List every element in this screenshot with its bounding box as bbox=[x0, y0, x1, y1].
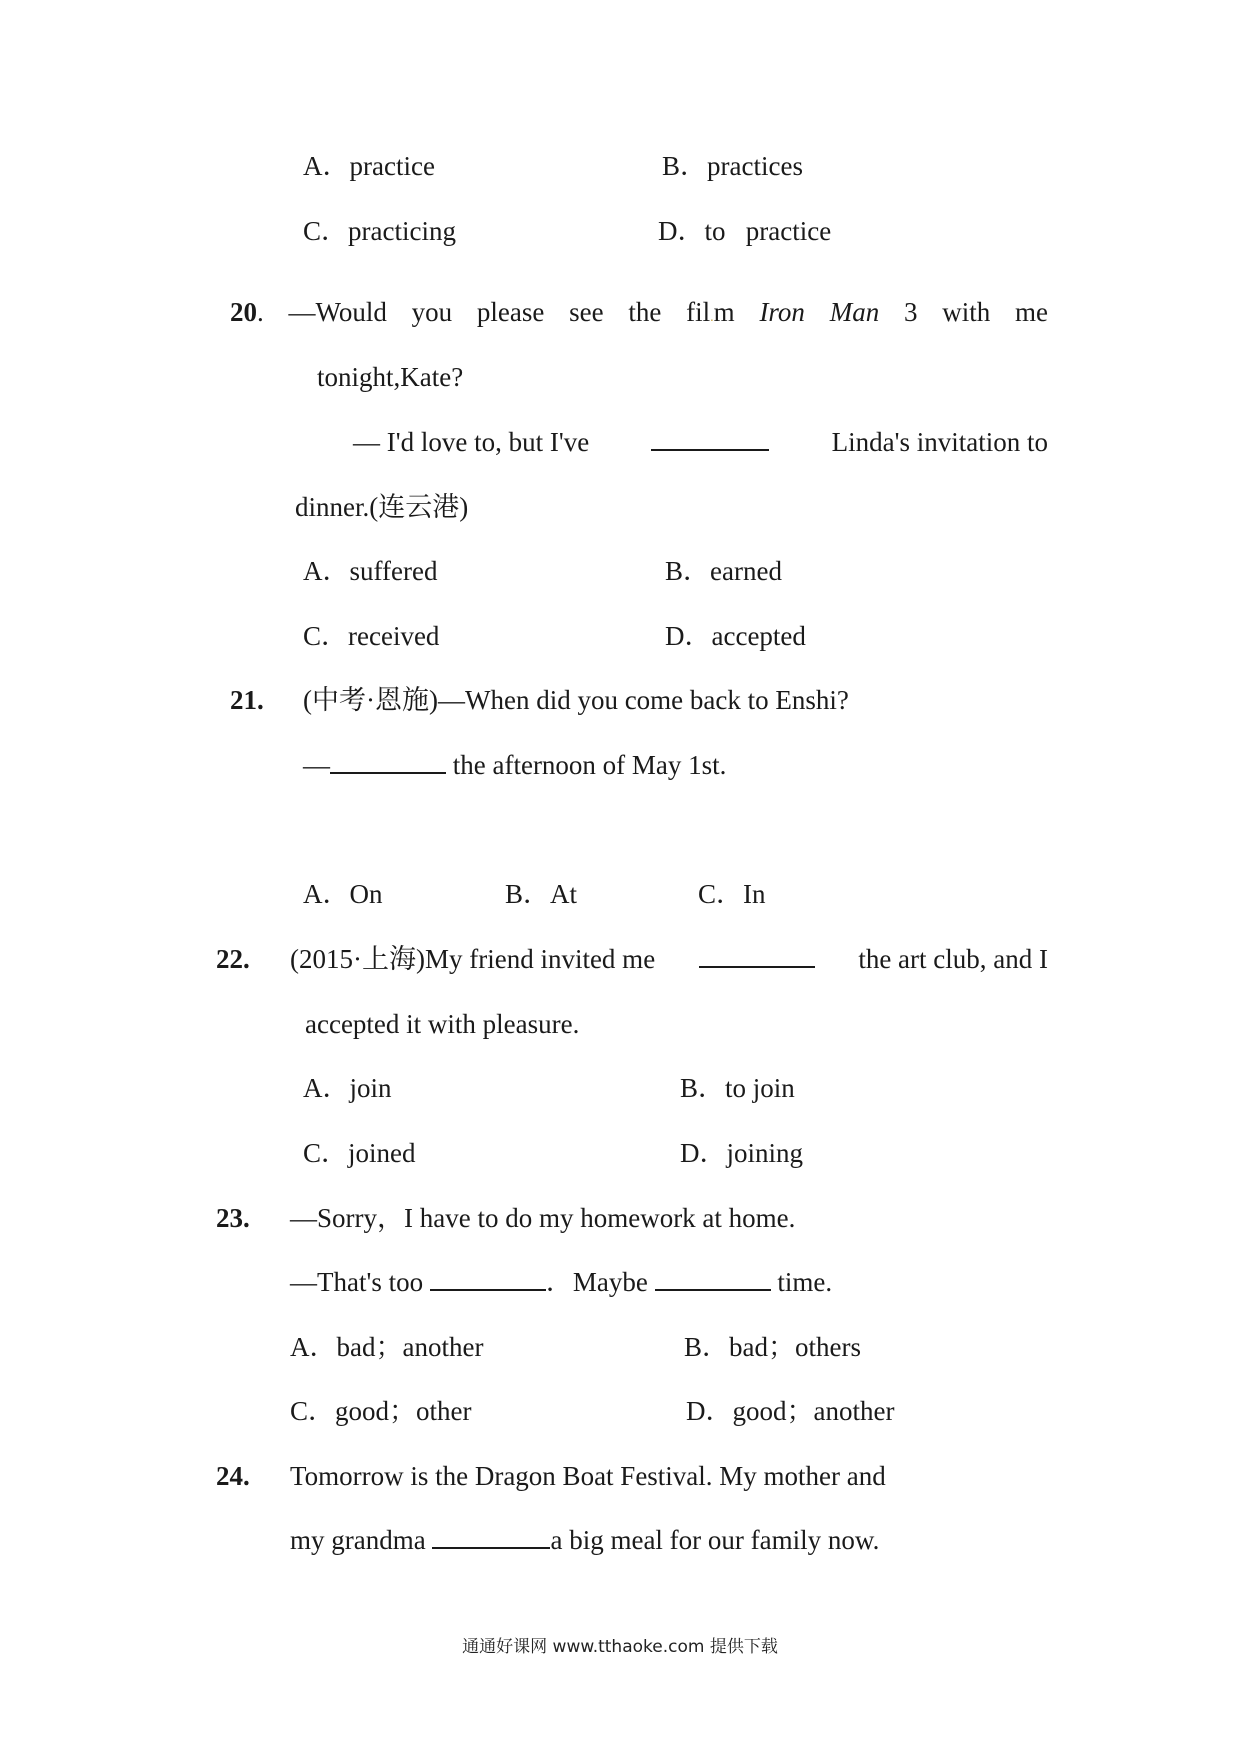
answer-text: —That's too bbox=[290, 1267, 424, 1297]
question-23-line-2 bbox=[290, 1266, 832, 1298]
question-22-line-1 bbox=[290, 943, 1048, 975]
question-21-line-1: (中考·恩施)—When did you come back to Enshi? bbox=[303, 685, 849, 715]
answer-blank bbox=[430, 1267, 546, 1291]
question-number: 23. bbox=[216, 1203, 250, 1233]
answer-blank bbox=[699, 944, 815, 968]
question-20-line-3 bbox=[353, 426, 1048, 458]
question-number: 20. bbox=[230, 297, 264, 327]
answer-text: the afternoon of May 1st. bbox=[452, 750, 727, 780]
option-b: B．practices bbox=[662, 151, 803, 181]
option-c: C．good；other bbox=[290, 1396, 472, 1426]
option-b: B．bad；others bbox=[684, 1332, 861, 1362]
footer-credit: 通通好课网 www.tthaoke.com 提供下载 bbox=[462, 1637, 778, 1657]
question-text: m bbox=[713, 297, 735, 327]
film-title: Iron Man bbox=[759, 297, 880, 327]
question-20-line-4: dinner.(连云港) bbox=[295, 492, 469, 522]
option-c: C．In bbox=[698, 879, 766, 909]
option-a: A．join bbox=[303, 1073, 392, 1103]
option-b: B．At bbox=[505, 879, 578, 909]
option-a: A．suffered bbox=[303, 556, 438, 586]
option-c: C．received bbox=[303, 621, 440, 651]
answer-text: ．Maybe bbox=[545, 1267, 648, 1297]
question-24-line-2 bbox=[290, 1524, 879, 1556]
answer-text: Linda's invitation to bbox=[831, 427, 1048, 457]
option-d: D．joining bbox=[680, 1138, 804, 1168]
option-b: B．earned bbox=[665, 556, 782, 586]
question-21-line-2 bbox=[303, 749, 726, 781]
question-text: (2015·上海)My friend invited me bbox=[290, 944, 656, 974]
answer-blank bbox=[432, 1525, 550, 1549]
answer-text: — I'd love to, but I've bbox=[353, 427, 590, 457]
option-a: A．bad；another bbox=[290, 1332, 484, 1362]
option-b: B．to join bbox=[680, 1073, 795, 1103]
stray-mark: . bbox=[710, 310, 714, 325]
option-c: C．practicing bbox=[303, 216, 456, 246]
question-20-line-2: tonight,Kate? bbox=[317, 362, 464, 392]
question-number: 24. bbox=[216, 1461, 250, 1491]
answer-blank bbox=[330, 750, 446, 774]
option-d: D．good；another bbox=[686, 1396, 895, 1426]
question-24-line-1: Tomorrow is the Dragon Boat Festival. My mother and bbox=[290, 1461, 886, 1491]
option-a: A．practice bbox=[303, 151, 435, 181]
question-text: the art club, and I bbox=[858, 944, 1048, 974]
question-text: —Would you please see the fil bbox=[288, 297, 711, 327]
question-number: 21. bbox=[230, 685, 264, 715]
question-22-line-2: accepted it with pleasure. bbox=[305, 1009, 580, 1039]
option-d: D．accepted bbox=[665, 621, 806, 651]
option-d: D．to practice bbox=[658, 216, 832, 246]
answer-blank bbox=[651, 427, 769, 451]
question-23-line-1: —Sorry，I have to do my homework at home. bbox=[290, 1203, 796, 1233]
question-text: 3 with me bbox=[903, 297, 1049, 327]
answer-text: time. bbox=[777, 1267, 833, 1297]
answer-text: my grandma bbox=[290, 1525, 426, 1555]
answer-blank bbox=[655, 1267, 771, 1291]
option-a: A．On bbox=[303, 879, 383, 909]
question-20-line-1 bbox=[230, 296, 1048, 334]
question-number: 22. bbox=[216, 944, 250, 974]
answer-text: a big meal for our family now. bbox=[550, 1525, 880, 1555]
answer-text: — bbox=[303, 750, 330, 780]
option-c: C．joined bbox=[303, 1138, 416, 1168]
